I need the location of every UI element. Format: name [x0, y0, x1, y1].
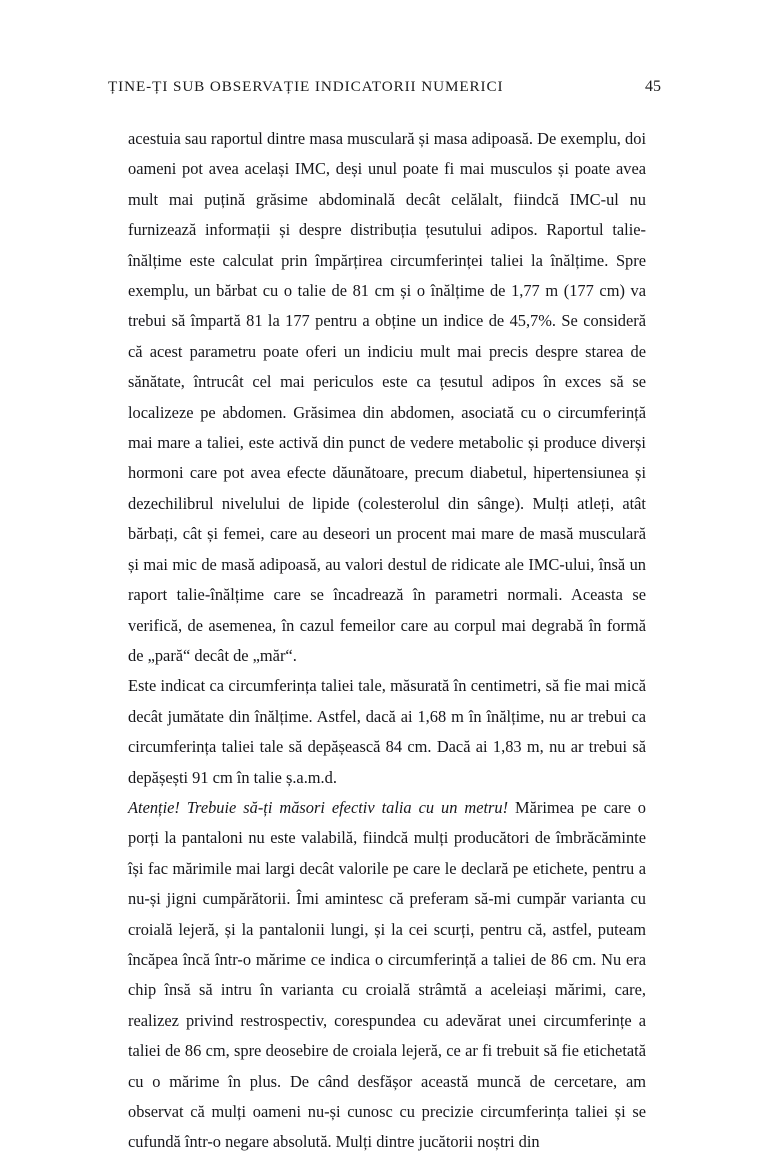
- page-number: 45: [645, 78, 661, 95]
- running-head: [108, 78, 665, 96]
- paragraph-2: Este indicat ca circumferința taliei tale, măsurată în centimetri, să fie mai mică decât jumătate din înălțime. Astfel, dacă ai 1,68 m în înălțime, nu ar trebui ca circumferința taliei tale să depășească 84 cm. Dacă ai 1,83 m, nu ar trebui să depășești 91 cm în talie ș.a.m.d.: [128, 676, 646, 787]
- running-head-title: ȚINE-ȚI SUB OBSERVAȚIE INDICATORII NUMERICI: [108, 78, 504, 95]
- body-text-column: [128, 124, 646, 1158]
- paragraph-3-rest: Mărimea pe care o porți la pantaloni nu este valabilă, fiindcă mulți producători de îmbrăcăminte își fac mărimile mai largi decât valorile pe care le declară pe etichete, pentru a nu-și jigni cumpărătorii. Îmi amintesc că preferam să-mi cumpăr varianta cu croială lejeră, și la pantalonii lungi, și la cei scurți, pentru că, astfel, puteam încăpea încă într-o mărime ce indica o circumferință a taliei de 86 cm. Nu era chip însă să intru în varianta cu croială strâmtă a aceleiași mărimi, care, realizez privind restrospectiv, corespundea cu adevărat unei circumferințe a taliei de 86 cm, spre deosebire de croiala lejeră, ce ar fi trebuit să fie etichetată cu o mărime în plus. De când desfășor această muncă de cercetare, am observat că mulți oameni nu-și cunosc cu precizie circumferința taliei și se cufundă într-o negare absolută. Mulți dintre jucătorii noștri din: [128, 797, 646, 1152]
- paragraph-3: [128, 793, 646, 1158]
- paragraph-1: acestuia sau raportul dintre masa musculară și masa adipoasă. De exemplu, doi oameni pot avea același IMC, deși unul poate fi mai musculos și poate avea mult mai puțină grăsime abdominală decât celălalt, fiindcă IMC-ul nu furnizează informații și despre distribuția țesutului adipos. Raportul talie-înălțime este calculat prin împărțirea circumferinței taliei la înălțime. Spre exemplu, un bărbat cu o talie de 81 cm și o înălțime de 1,77 m (177 cm) va trebui să împartă 81 la 177 pentru a obține un indice de 45,7%. Se consideră că acest parametru poate oferi un indiciu mult mai precis despre starea de sănătate, întrucât cel mai periculos este ca țesutul adipos în exces să se localizeze pe abdomen. Grăsimea din abdomen, asociată cu o circumferință mai mare a taliei, este activă din punct de vedere metabolic și produce diverși hormoni care pot avea efecte dăunătoare, precum diabetul, hipertensiunea și dezechilibrul nivelului de lipide (colesterolul din sânge). Mulți atleți, atât bărbați, cât și femei, care au deseori un procent mai mare de masă musculară și mai mic de masă adipoasă, au valori destul de ridicate ale IMC-ului, însă un raport talie-înălțime care se încadrează în parametri normali. Aceasta se verifică, de asemenea, în cazul femeilor care au corpul mai degrabă în formă de „pară“ decât de „măr“.: [128, 129, 646, 665]
- paragraph-3-italic-lead: Atenție! Trebuie să-ți măsori efectiv talia cu un metru!: [128, 797, 509, 817]
